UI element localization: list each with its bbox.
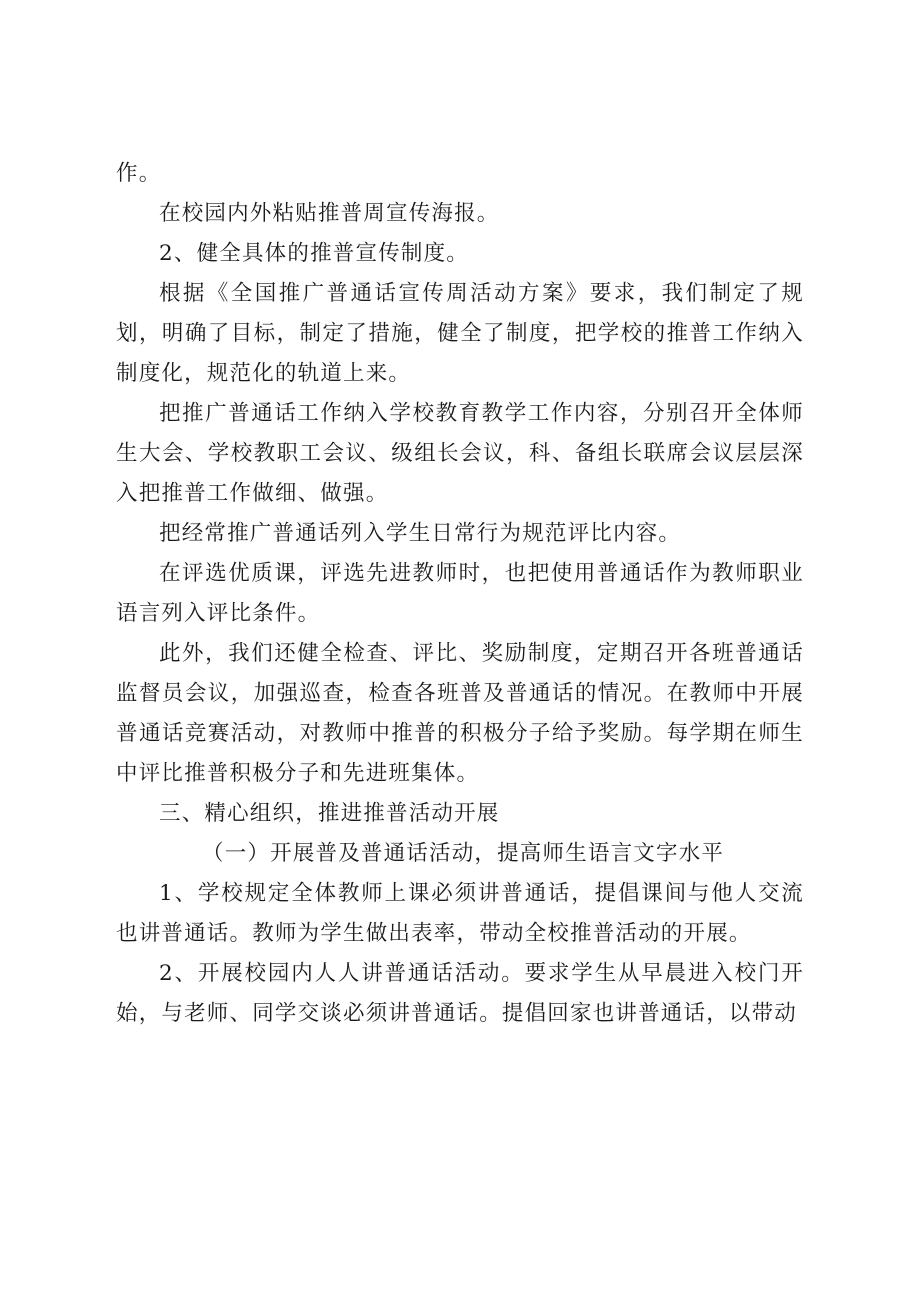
paragraph-8: 此外，我们还健全检查、评比、奖励制度，定期召开各班普通话监督员会议，加强巡查，检查各班普及普通话的情况。在教师中开展普通话竞赛活动，对教师中推普的积极分子给予奖励。每学期在师生中评比推普积极分子和先进班集体。 xyxy=(116,641,804,786)
paragraph-9: 1、学校规定全体教师上课必须讲普通话，提倡课间与他人交流也讲普通话。教师为学生做出表率，带动全校推普活动的开展。 xyxy=(116,881,804,946)
paragraph-3: 2、健全具体的推普宣传制度。 xyxy=(159,241,469,266)
subsection-heading-1: （一）开展普及普通话活动，提高师生语言文字水平 xyxy=(202,841,725,866)
section-heading-3: 三、精心组织，推进推普活动开展 xyxy=(159,801,500,826)
paragraph-4: 根据《全国推广普通话宣传周活动方案》要求，我们制定了规划，明确了目标，制定了措施，健全了制度，把学校的推普工作纳入制度化，规范化的轨道上来。 xyxy=(116,281,804,386)
document-page xyxy=(116,154,804,1034)
paragraph-6: 把经常推广普通话列入学生日常行为规范评比内容。 xyxy=(159,521,682,546)
paragraph-5: 把推广普通话工作纳入学校教育教学工作内容，分别召开全体师生大会、学校教职工会议、级组长会议，科、备组长联席会议层层深入把推普工作做细、做强。 xyxy=(116,401,804,506)
paragraph-10: 2、开展校园内人人讲普通话活动。要求学生从早晨进入校门开始，与老师、同学交谈必须讲普通话。提倡回家也讲普通话，以带动 xyxy=(116,961,804,1026)
paragraph-7: 在评选优质课，评选先进教师时，也把使用普通话作为教师职业语言列入评比条件。 xyxy=(116,561,804,626)
paragraph-2: 在校园内外粘贴推普周宣传海报。 xyxy=(159,201,500,226)
paragraph-1: 作。 xyxy=(116,161,162,186)
